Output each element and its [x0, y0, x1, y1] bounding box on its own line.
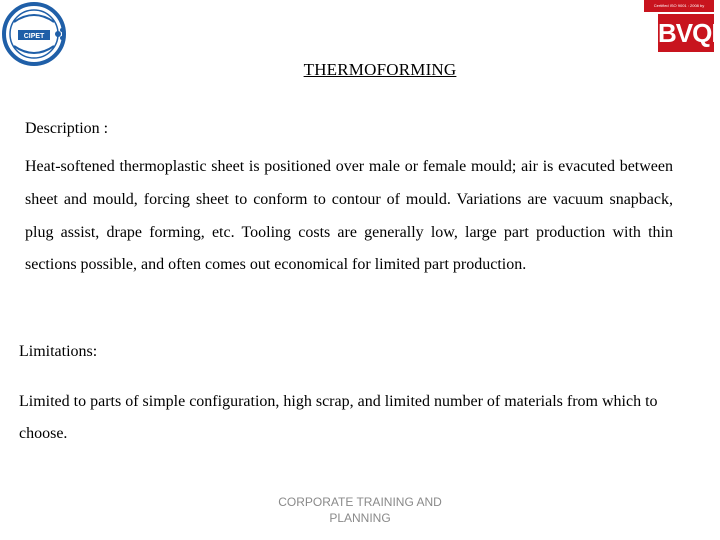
footer-line-1: CORPORATE TRAINING AND: [278, 495, 442, 509]
bvqi-logo-icon: [644, 0, 718, 54]
cipet-logo-text: CIPET: [23, 33, 45, 40]
description-label: Description :: [25, 120, 109, 137]
footer: [260, 494, 460, 526]
footer-line-2: PLANNING: [329, 511, 391, 525]
limitations-text: Limited to parts of simple configuration, high scrap, and limited number of materials from which to choose.: [19, 393, 658, 442]
limitations-label: Limitations:: [19, 343, 98, 360]
bvqi-brand-text: BVQI: [658, 14, 714, 52]
certification-text: Certified ISO 9001 : 2008 by: [644, 0, 714, 12]
page-title: THERMOFORMING: [303, 60, 457, 79]
description-text: Heat-softened thermoplastic sheet is positioned over male or female mould; air is evacuted between sheet and mould, forcing sheet to conform to contour of mould. Variations are vacuum snapback, plug assist, drape forming, etc. Tooling costs are generally low, large part production with thin sections possible, and often comes out economical for limited part production.: [25, 158, 673, 274]
